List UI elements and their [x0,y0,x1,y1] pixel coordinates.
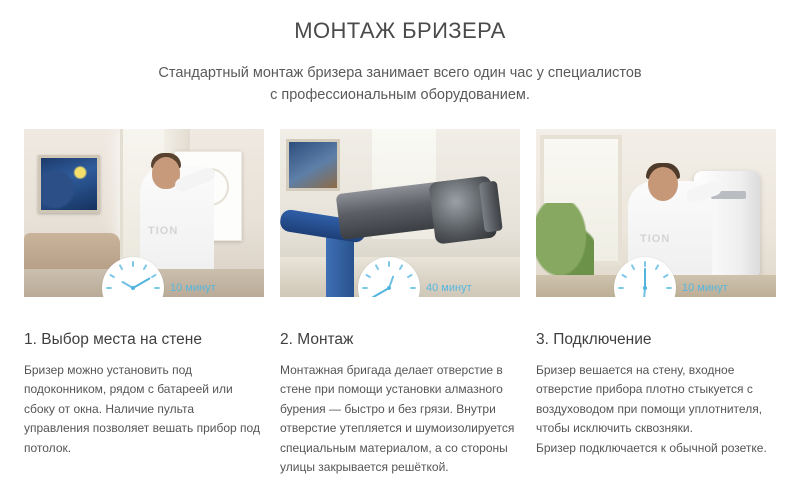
step-3-duration-label: 10 минут [682,281,728,294]
step-1-duration-label: 10 минут [170,281,216,294]
step-2-description [280,361,516,478]
clock-center-pin [131,286,135,290]
worker-head [648,167,678,201]
step-2-photo [280,129,520,297]
clock-icon [614,257,676,297]
page-title: МОНТАЖ БРИЗЕРА [294,18,506,43]
wall-painting [38,155,100,213]
clock-center-pin [387,286,391,290]
clock-minute-hand [644,268,646,288]
step-2-title: 2. Монтаж [280,330,354,348]
step-3-duration-badge [614,257,728,297]
subtitle-line-2: с профессиональным оборудованием. [270,87,530,104]
installation-steps-page [0,18,800,491]
step-1-duration-badge [102,257,216,297]
diamond-drill-bit [428,175,497,244]
steps-list [24,129,776,478]
step-1-paragraph-1: Бризер можно установить под подоконником, рядом с батареей или сбоку от окна. Наличие пульта управления позволяет вешать прибор под потолок. [24,362,260,455]
step-card-3 [536,129,776,478]
clock-icon [102,257,164,297]
step-1-photo [24,129,264,297]
step-2-duration-badge [358,257,472,297]
step-3-title: 3. Подключение [536,330,652,348]
clock-icon [358,257,420,297]
step-2-paragraph-1: Монтажная бригада делает отверстие в стене при помощи установки алмазного бурения — быстро и без грязи. Внутри отверстие утепляется и шумоизолируется специальным материалом, а со стороны улицы закрывается решёткой. [280,362,515,475]
subtitle-line-1: Стандартный монтаж бризера занимает всего один час у специалистов [158,65,642,81]
clock-ticks [105,260,161,297]
step-3-paragraph-1: Бризер вешается на стену, входное отверстие прибора плотно стыкуется с воздуховодом при помощи уплотнителя, чтобы исключить сквозняки. [536,362,763,436]
step-3-description [536,361,772,458]
step-1-title: 1. Выбор места на стене [24,330,202,348]
step-3-paragraph-2: Бризер подключается к обычной розетке. [536,440,767,455]
page-subtitle [80,62,720,107]
clock-ticks [361,260,417,297]
step-2-duration-label: 40 минут [426,281,472,294]
step-1-description [24,361,260,458]
shirt-brand-label: TION [640,232,671,245]
wall-painting [286,139,340,191]
shirt-brand-label: TION [148,224,179,237]
clock-center-pin [643,286,647,290]
step-3-photo [536,129,776,297]
step-card-2 [280,129,520,478]
step-card-1 [24,129,264,478]
